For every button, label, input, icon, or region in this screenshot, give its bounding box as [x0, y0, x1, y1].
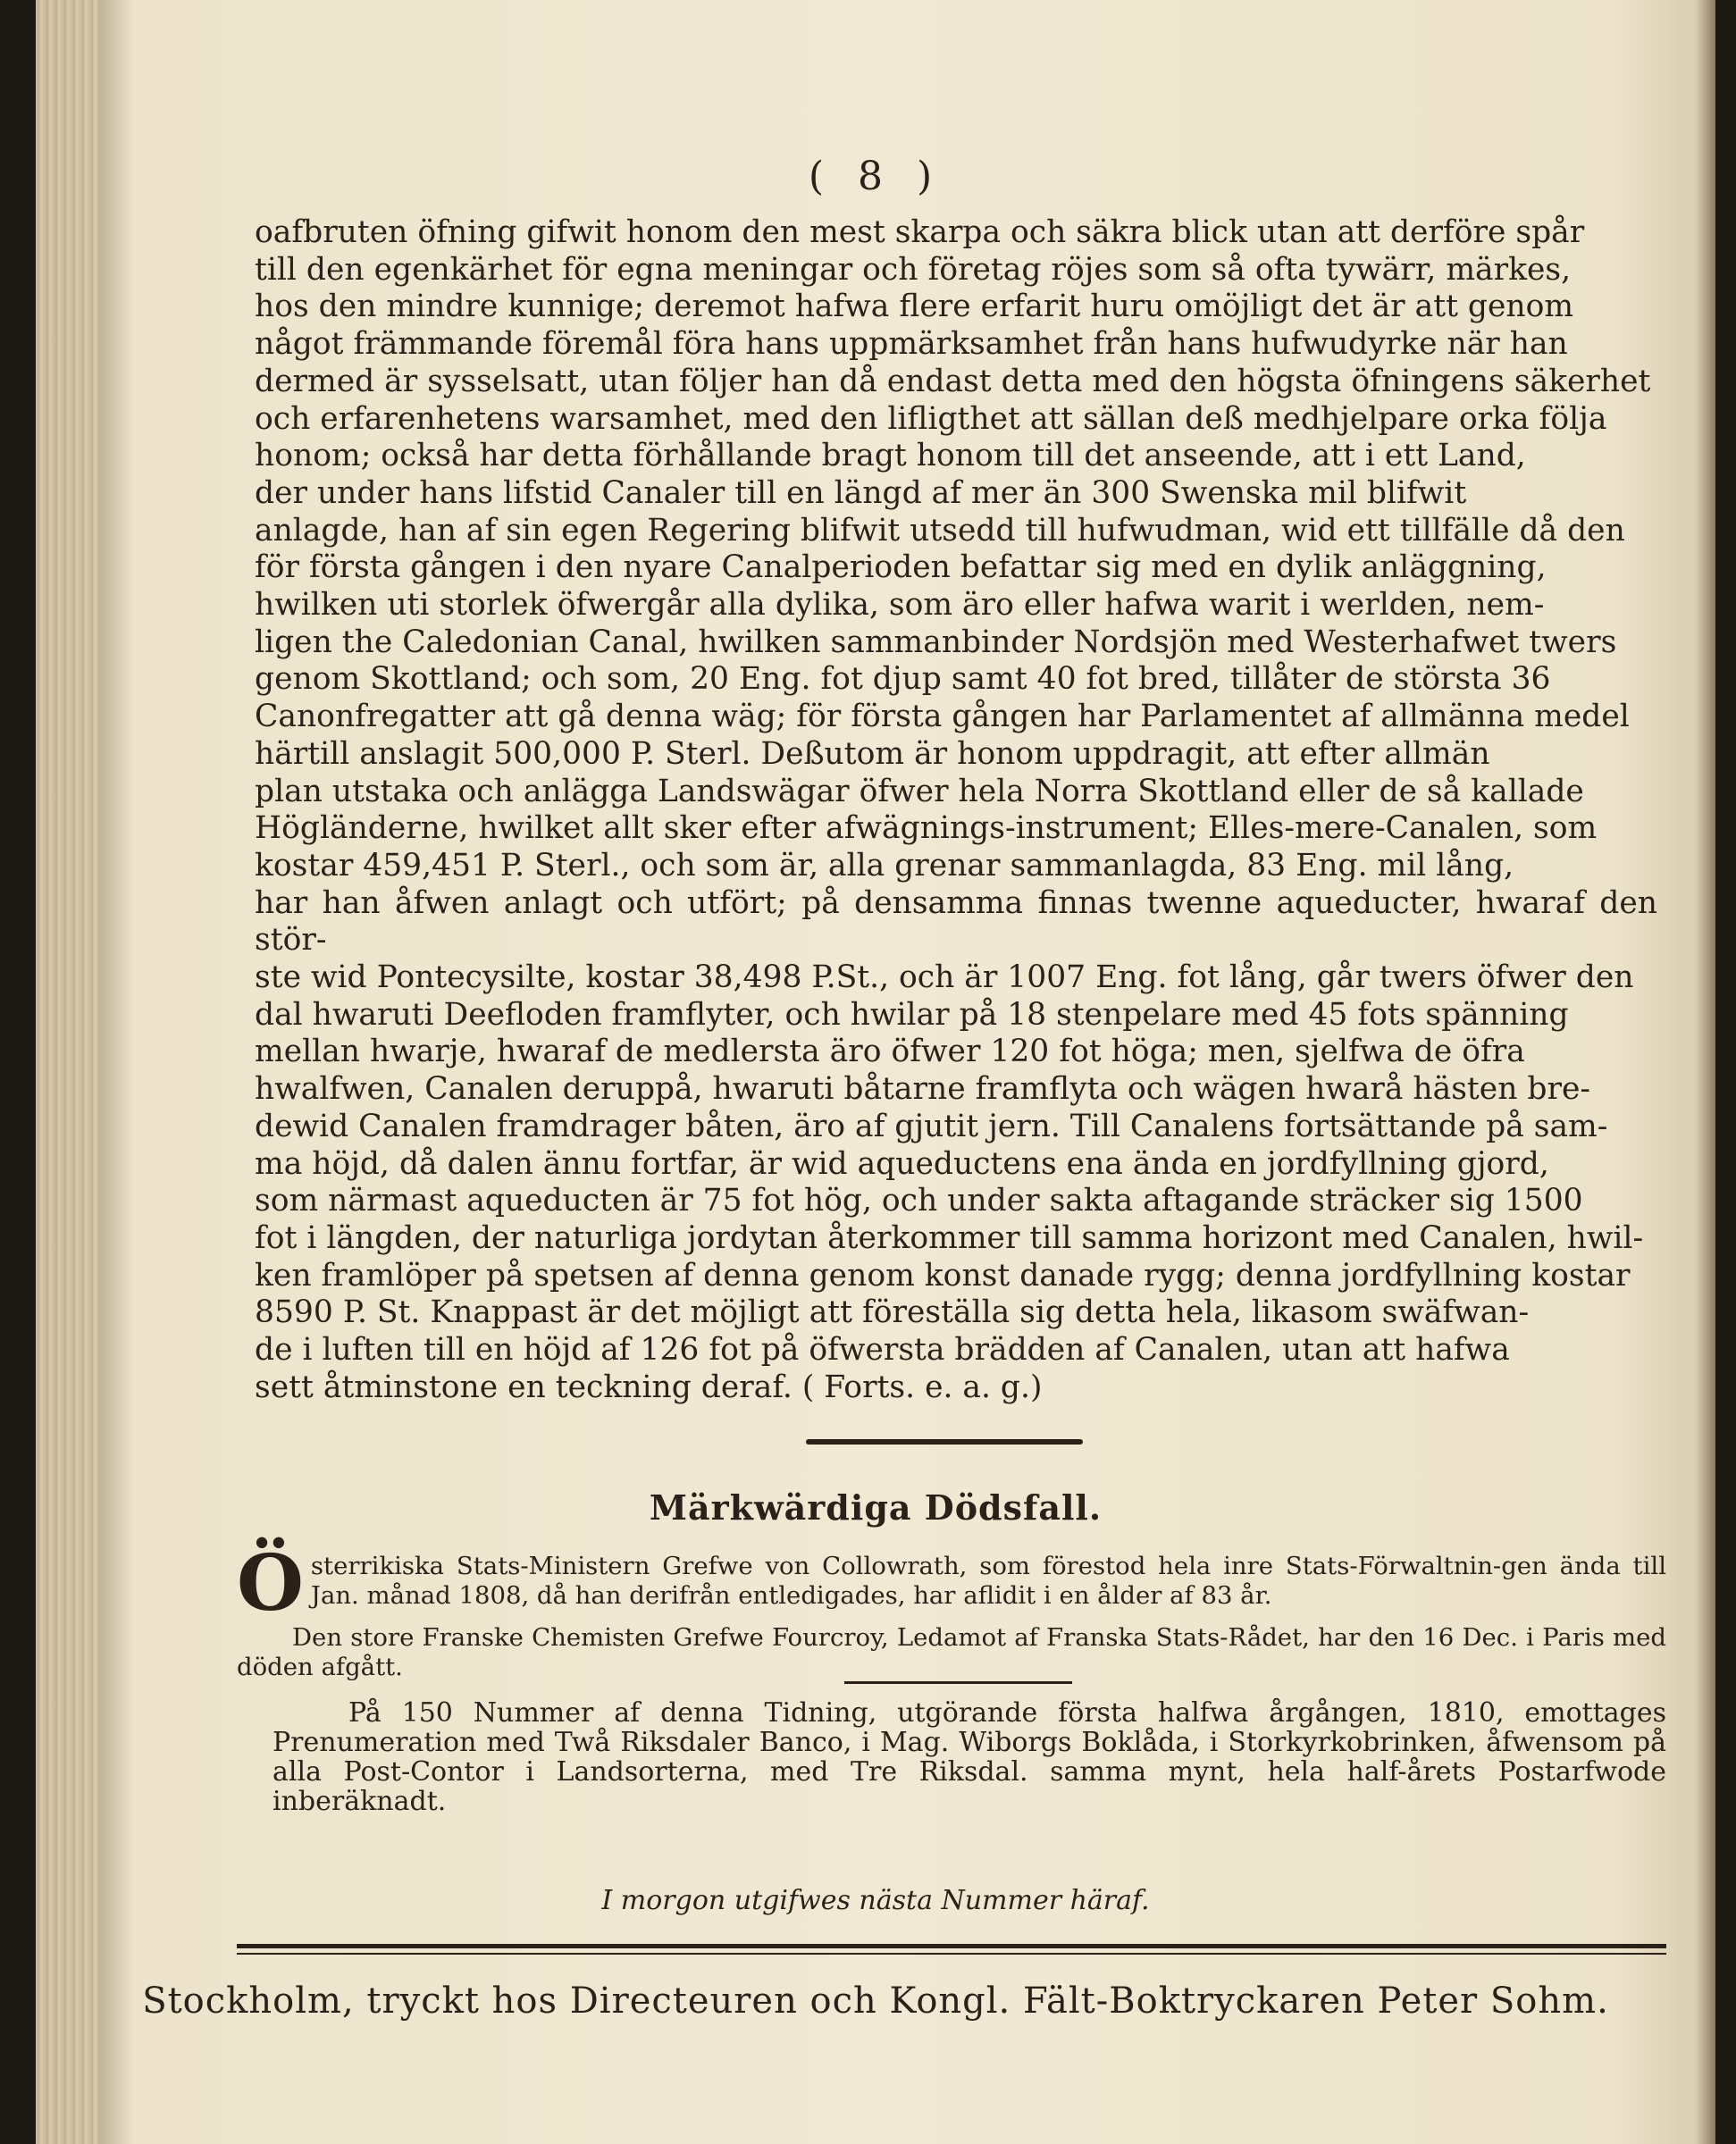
page-edge-shadow	[1696, 0, 1715, 2144]
section-heading: Märkwärdiga Dödsfall.	[649, 1487, 1103, 1528]
section-divider	[806, 1439, 1083, 1445]
footer-rule-thin	[237, 1953, 1666, 1955]
book-binding-edge	[36, 0, 98, 2144]
next-issue-note: I morgon utgifwes nästa Nummer häraf.	[601, 1885, 1150, 1916]
obituary-text: sterrikiska Stats-Ministern Grefwe von Collowrath, som förestod hela inre Stats-Förwaltnin-gen ända till Jan. månad 1808, då han derifrån entledigades, har aflidit i en ålder af 83 år.	[310, 1552, 1666, 1610]
subscription-notice: På 150 Nummer af denna Tidning, utgörande första halfwa årgången, 1810, emottages Prenumeration med Twå Riksdaler Banco, i Mag. Wiborgs Boklåda, i Storkyrkobrinken, åfwensom på alla Post-Contor i Landsorterna, med Tre Riksdal. samma mynt, hela half-årets Postarfwode inberäknadt.	[273, 1697, 1666, 1817]
printer-imprint: Stockholm, tryckt hos Directeuren och Kongl. Fält-Boktryckaren Peter Sohm.	[142, 1981, 1609, 2022]
notice-divider	[844, 1681, 1072, 1684]
newspaper-page	[36, 0, 1715, 2144]
obituary-entry: Den store Franske Chemisten Grefwe Fourcroy, Ledamot af Franska Stats-Rådet, har den 16 Dec. i Paris med döden afgått.	[237, 1623, 1666, 1681]
page-number: ( 8 )	[808, 154, 943, 199]
gutter-shadow	[98, 0, 134, 2144]
drop-cap: Ö	[237, 1538, 304, 1629]
obituary-entry	[237, 1538, 1666, 1629]
footer-rule	[237, 1944, 1666, 1948]
article-body-paragraph: oafbruten öfning gifwit honom den mest skarpa och säkra blick utan att derföre spår till den egenkärhet för egna meningar och företag röjes som så ofta tywärr, märkes, hos den mindre kunnige; deremot hafwa flere erfarit huru omöjligt det är att genom något främmande föremål föra hans uppmärksamhet från hans hufwudyrke när han dermed är sysselsatt, utan följer han då endast detta med den högsta öfningens säkerhet och erfarenhetens warsamhet, med den lifligthet att sällan deß medhjelpare orka följa honom; också har detta förhållande bragt honom till det anseende, att i ett Land, der under hans lifstid Canaler till en längd af mer än 300 Swenska mil blifwit anlagde, han af sin egen Regering blifwit utsedd till hufwudman, wid ett tillfälle då den för första gången i den nyare Canalperioden befattar sig med en dylik anläggning, hwilken uti storlek öfwergår alla dylika, som äro eller hafwa warit i werlden, nem- ligen the Caledonian Canal, hwilken sammanbinder Nordsjön med Westerhafwet twers genom Skottland; och som, 20 Eng. fot djup samt 40 fot bred, tillåter de största 36 Canonfregatter att gå denna wäg; för första gången har Parlamentet af allmänna medel härtill anslagit 500,000 P. Sterl. Deßutom är honom uppdragit, att efter allmän plan utstaka och anlägga Landswägar öfwer hela Norra Skottland eller de så kallade Högländerne, hwilket allt sker efter afwägnings-instrument; Elles-mere-Canalen, som kostar 459,451 P. Sterl., och som är, alla grenar sammanlagda, 83 Eng. mil lång, har han åfwen anlagt och utfört; på densamma finnas twenne aqueducter, hwaraf den stör- ste wid Pontecysilte, kostar 38,498 P.St., och är 1007 Eng. fot lång, går twers öfwer den dal hwaruti Deefloden framflyter, och hwilar på 18 stenpelare med 45 fots spänning mellan hwarje, hwaraf de medlersta äro öfwer 120 fot höga; men, sjelfwa de öfra hwalfwen, Canalen deruppå, hwaruti båtarne framflyta och wägen hwarå hästen bre- dewid Canalen framdrager båten, äro af gjutit jern. Till Canalens fortsättande på sam- ma höjd, då dalen ännu fortfar, är wid aqueductens ena ända en jordfyllning gjord, som närmast aqueducten är 75 fot hög, och under sakta aftagande sträcker sig 1500 fot i längden, der naturliga jordytan återkommer till samma horizont med Canalen, hwil- ken framlöper på spetsen af denna genom konst danade rygg; denna jordfyllning kostar 8590 P. St. Knappast är det möjligt att föreställa sig detta hela, likasom swäfwan- de i luften till en höjd af 126 fot på öfwersta brädden af Canalen, utan att hafwa sett åtminstone en teckning deraf. ( Forts. e. a. g.)	[255, 214, 1657, 1405]
